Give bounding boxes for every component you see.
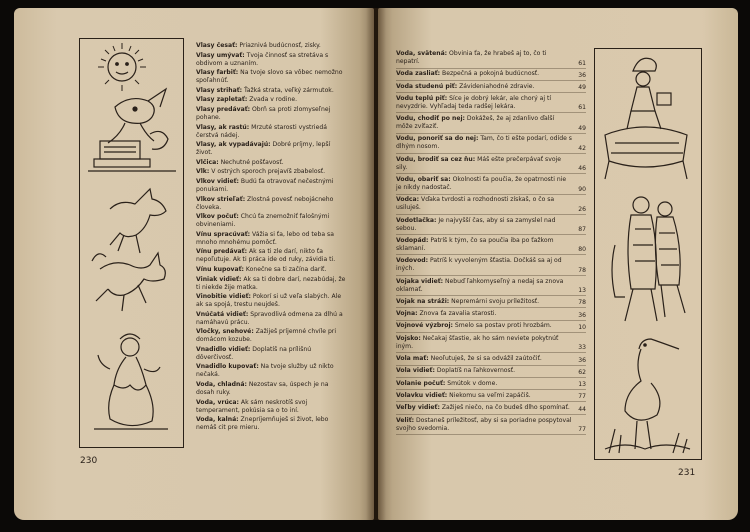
dream-entry bbox=[196, 213, 361, 229]
entry-meaning: Nebuď ľahkomyseľný a nedaj sa znova oklamať. bbox=[396, 277, 564, 293]
entry-meaning: Tam, čo ti ešte podarí, odíde s dlhým nosom. bbox=[396, 135, 572, 151]
entry-meaning: Tvoja činnosť sa stretáva s obdivom a uznaním. bbox=[196, 51, 329, 67]
entry-number: 26 bbox=[578, 205, 586, 213]
dream-entry bbox=[396, 83, 586, 94]
dream-entry bbox=[196, 42, 361, 50]
entry-headword: Volanie počuť: bbox=[396, 379, 446, 387]
entry-meaning: Znepríjemňuješ si život, lebo nemáš cit pre mieru. bbox=[196, 416, 329, 432]
entry-headword: Vojaka vidieť: bbox=[396, 277, 444, 285]
entry-meaning: Síce je dobrý lekár, ale chorý aj tí nevyzdrie. Vyhľadaj teda radšej lekára. bbox=[396, 94, 552, 110]
entry-number: 33 bbox=[578, 344, 586, 352]
dream-entry bbox=[196, 69, 361, 85]
entry-headword: Vola mať: bbox=[396, 355, 429, 363]
entry-meaning: Chcú ťa znemožniť falošnými obvineniami. bbox=[196, 213, 330, 229]
left-page bbox=[14, 8, 374, 520]
sun-illustration bbox=[98, 43, 146, 91]
entry-meaning: Priaznivá budúcnosť, zisky. bbox=[237, 42, 321, 49]
entry-headword: Vlasy umývať: bbox=[196, 51, 245, 59]
entry-meaning: Mrzuté starosti vystriedá čerstvá nádej. bbox=[196, 123, 327, 139]
entry-headword: Vodu, brodiť sa cez ňu: bbox=[396, 155, 476, 163]
dream-entry bbox=[396, 115, 586, 134]
clown-at-typewriter-illustration bbox=[88, 89, 176, 171]
entry-meaning: Konečne sa ti začína dariť. bbox=[243, 265, 327, 273]
dream-entry bbox=[196, 381, 361, 397]
entry-headword: Vlasy, ak rastú: bbox=[196, 123, 250, 131]
entry-meaning: Dostaneš príležitosť, aby si sa poriadne pospytoval svojho svedomia. bbox=[396, 416, 572, 432]
left-entry-list bbox=[196, 42, 361, 434]
dream-entry bbox=[196, 196, 361, 212]
entry-meaning: Znova ťa zavalia starosti. bbox=[417, 310, 497, 318]
dream-entry bbox=[196, 106, 361, 122]
entry-headword: Veliť: bbox=[396, 416, 415, 424]
dream-entry bbox=[196, 52, 361, 68]
entry-headword: Vlkov vidieť: bbox=[196, 177, 239, 185]
dream-entry bbox=[196, 124, 361, 140]
entry-meaning: Ak sám neskrotíš svoj temperament, pokúsia sa o to iní. bbox=[196, 398, 308, 414]
right-page-number: 231 bbox=[678, 468, 696, 478]
entry-number: 78 bbox=[578, 266, 586, 274]
entry-headword: Vlasy zapletať: bbox=[196, 96, 248, 104]
entry-headword: Vlasy predávať: bbox=[196, 105, 251, 113]
entry-meaning: Máš ešte prečerpávať svoje sily. bbox=[396, 155, 561, 171]
entry-headword: Vlkov počuť: bbox=[196, 213, 239, 221]
entry-headword: Vlasy farbiť: bbox=[196, 69, 239, 77]
entry-meaning: Vďaka tvrdosti a rozhodnosti získaš, o čo sa usiluješ. bbox=[396, 196, 555, 212]
dream-entry bbox=[196, 231, 361, 247]
right-page bbox=[378, 8, 738, 520]
entry-headword: Vodopád: bbox=[396, 236, 429, 244]
entry-number: 42 bbox=[578, 144, 586, 152]
entry-meaning: Niekomu sa veľmi zapáčiš. bbox=[447, 391, 531, 399]
entry-headword: Voda, svätená: bbox=[396, 50, 448, 57]
entry-number: 36 bbox=[578, 356, 586, 364]
entry-number: 78 bbox=[578, 299, 586, 307]
dream-entry bbox=[396, 278, 586, 297]
entry-number: 62 bbox=[578, 368, 586, 376]
dream-entry bbox=[196, 96, 361, 104]
dream-entry bbox=[396, 95, 586, 114]
entry-meaning: Ťažká strata, veľký zármutok. bbox=[242, 86, 334, 94]
dream-entry bbox=[396, 298, 586, 309]
entry-headword: Vínu predávať: bbox=[196, 248, 248, 256]
dream-entry bbox=[396, 217, 586, 236]
dream-entry bbox=[196, 399, 361, 415]
entry-headword: Vodu, obariť sa: bbox=[396, 176, 451, 184]
left-illustration-frame bbox=[79, 38, 184, 448]
entry-headword: Vnadidlo vidieť: bbox=[196, 345, 251, 353]
entry-meaning: Budú ťa otravovať nečestnými ponukami. bbox=[196, 177, 334, 193]
entry-headword: Vodu, chodiť po nej: bbox=[396, 115, 465, 123]
entry-meaning: Spravodlivá odmena za dlhú a namáhavú prácu. bbox=[196, 310, 343, 326]
right-entry-list bbox=[396, 50, 586, 437]
entry-meaning: Smútok v dome. bbox=[445, 379, 498, 387]
entry-headword: Vojsko: bbox=[396, 334, 421, 342]
entry-meaning: Je najvyšší čas, aby si sa zamyslel nad sebou. bbox=[396, 216, 556, 232]
entry-number: 13 bbox=[578, 381, 586, 389]
entry-headword: Vodovod: bbox=[396, 257, 429, 265]
dream-entry bbox=[396, 237, 586, 256]
entry-headword: Vínu spracúvať: bbox=[196, 230, 251, 238]
entry-meaning: Obvinia ťa, že hrabeš aj to, čo ti nepatrí. bbox=[396, 50, 547, 65]
entry-meaning: Patríš k vyvoleným šťastia. Dočkáš sa aj od iných. bbox=[396, 257, 562, 273]
dream-entry bbox=[396, 50, 586, 69]
dream-entry bbox=[196, 276, 361, 292]
entry-headword: Vnúčatá vidieť: bbox=[196, 310, 249, 318]
entry-headword: Vojna: bbox=[396, 310, 418, 318]
entry-headword: Vojnové výzbroj: bbox=[396, 322, 453, 330]
wolves-illustration bbox=[92, 189, 166, 311]
entry-meaning: Na tvoje služby už nikto nečaká. bbox=[196, 363, 334, 379]
dream-entry bbox=[196, 266, 361, 274]
entry-headword: Voda zasliať: bbox=[396, 70, 441, 78]
dream-entry bbox=[396, 196, 586, 215]
entry-meaning: Zažiješ príjemné chvíle pri domácom kozube. bbox=[196, 328, 337, 344]
dream-entry bbox=[396, 335, 586, 354]
entry-meaning: Dokážeš, že aj zdanlivo ďalší môže zvíťaziť. bbox=[396, 115, 555, 131]
entry-meaning: Obrň sa proti zlomyseľnej pohane. bbox=[196, 105, 331, 121]
entry-number: 77 bbox=[578, 393, 586, 401]
entry-meaning: Zvada v rodine. bbox=[247, 96, 298, 104]
entry-meaning: Smelo sa postav proti hrozbám. bbox=[452, 322, 552, 330]
entry-headword: Vlčica: bbox=[196, 158, 219, 166]
entry-number: 77 bbox=[578, 426, 586, 434]
entry-meaning: Ak sa ti zle darí, nikto ťa nepoľutuje. Ak ti práca ide od ruky, závidia ti. bbox=[196, 248, 336, 264]
dream-entry bbox=[396, 392, 586, 403]
entry-number: 46 bbox=[578, 165, 586, 173]
entry-headword: Vojak na stráži: bbox=[396, 297, 450, 305]
entry-number: 13 bbox=[578, 287, 586, 295]
entry-headword: Vlkov strieľať: bbox=[196, 195, 246, 203]
dream-entry bbox=[196, 416, 361, 432]
entry-number: 36 bbox=[578, 71, 586, 79]
dream-entry bbox=[396, 380, 586, 391]
entry-meaning: Nechutné pošťavosť. bbox=[218, 158, 284, 166]
dream-entry bbox=[396, 156, 586, 175]
woman-by-window-illustration bbox=[94, 334, 168, 429]
entry-number: 87 bbox=[578, 226, 586, 234]
entry-meaning: Neoľutuješ, že si sa odvážil zaútočiť. bbox=[428, 355, 542, 363]
entry-number: 44 bbox=[578, 405, 586, 413]
dream-entry bbox=[396, 135, 586, 154]
entry-meaning: V ostrých sporoch prejavíš zbabelosť. bbox=[209, 168, 326, 176]
entry-number: 61 bbox=[578, 59, 586, 67]
cook-with-kettle-illustration bbox=[605, 58, 687, 179]
dream-entry bbox=[396, 404, 586, 415]
left-illustrations bbox=[80, 39, 182, 446]
entry-number: 80 bbox=[578, 246, 586, 254]
entry-headword: Volavku vidieť: bbox=[396, 391, 448, 399]
entry-meaning: Doplatíš na ľahkovernosť. bbox=[434, 367, 516, 375]
dream-entry bbox=[196, 293, 361, 309]
entry-headword: Vodca: bbox=[396, 196, 420, 204]
dream-entry bbox=[396, 70, 586, 81]
entry-meaning: Zažiješ niečo, na čo budeš dlho spomínať. bbox=[439, 404, 570, 412]
entry-headword: Vola vidieť: bbox=[396, 367, 435, 375]
dream-entry bbox=[396, 367, 586, 378]
dream-entry bbox=[196, 168, 361, 176]
entry-headword: Vločky, snehové: bbox=[196, 328, 254, 336]
dream-entry bbox=[396, 355, 586, 366]
dream-entry bbox=[196, 311, 361, 327]
dream-entry bbox=[196, 87, 361, 95]
entry-number: 36 bbox=[578, 311, 586, 319]
entry-meaning: Závideniahodné zdravie. bbox=[457, 82, 535, 90]
entry-meaning: Vážia si ťa, lebo od teba sa mnoho mnohému pomôcť. bbox=[196, 230, 334, 246]
entry-headword: Viniak vidieť: bbox=[196, 275, 242, 283]
entry-headword: Voda studenú piť: bbox=[396, 82, 458, 90]
entry-headword: Vodu teplú piť: bbox=[396, 94, 448, 102]
dream-entry bbox=[396, 322, 586, 333]
dream-entry bbox=[396, 417, 586, 436]
entry-headword: Vlasy česať: bbox=[196, 42, 238, 49]
entry-number: 49 bbox=[578, 124, 586, 132]
entry-meaning: Na tvoje slovo sa vôbec nemožno spoľahnúť. bbox=[196, 69, 343, 85]
entry-headword: Voda, vrúca: bbox=[196, 398, 239, 406]
entry-headword: Vodotlačka: bbox=[396, 216, 437, 224]
left-page-number: 230 bbox=[80, 456, 98, 466]
entry-meaning: Doplatíš na prílišnú dôverčivosť. bbox=[196, 345, 312, 361]
entry-headword: Veľby vidieť: bbox=[396, 404, 440, 412]
right-illustrations bbox=[595, 49, 700, 458]
entry-meaning: Nečakaj šťastie, ak ho sám neviete pokytnúť iným. bbox=[396, 334, 559, 350]
dream-entry bbox=[396, 176, 586, 195]
dream-entry bbox=[396, 257, 586, 276]
dream-entry bbox=[196, 346, 361, 362]
entry-headword: Vinobitie vidieť: bbox=[196, 293, 251, 301]
entry-meaning: Zlostná povesť nebojácneho človeka. bbox=[196, 195, 334, 211]
soldiers-marching-illustration bbox=[612, 197, 685, 321]
entry-meaning: Dobré príjmy, lepší život. bbox=[196, 141, 331, 157]
dream-entry bbox=[396, 310, 586, 321]
entry-meaning: Bezpečná a pokojná budúcnosť. bbox=[440, 70, 540, 78]
dream-entry bbox=[196, 248, 361, 264]
entry-headword: Vodu, ponoriť sa do nej: bbox=[396, 135, 479, 143]
entry-meaning: Nepremárni svoju príležitosť. bbox=[449, 297, 540, 305]
right-illustration-frame bbox=[594, 48, 702, 460]
entry-meaning: Pokorí si už veľa slabých. Ale ak sa spojá, trestu neujdeš. bbox=[196, 293, 342, 309]
entry-headword: Voda, kalná: bbox=[196, 416, 239, 424]
entry-number: 90 bbox=[578, 185, 586, 193]
entry-number: 49 bbox=[578, 84, 586, 92]
entry-headword: Vnadidlo kupovať: bbox=[196, 363, 259, 371]
entry-headword: Voda, chladná: bbox=[196, 381, 247, 389]
dream-entry bbox=[196, 328, 361, 344]
dream-entry bbox=[196, 159, 361, 167]
dream-entry bbox=[196, 363, 361, 379]
entry-headword: Vlk: bbox=[196, 168, 210, 176]
entry-headword: Vlasy, ak vypadávajú: bbox=[196, 141, 271, 149]
dream-entry bbox=[196, 178, 361, 194]
entry-meaning: Nezostav sa, úspech je na dosah ruky. bbox=[196, 381, 329, 397]
heron-illustration bbox=[605, 339, 690, 453]
entry-headword: Vínu kupovať: bbox=[196, 265, 244, 273]
entry-meaning: Ak sa ti dobre darí, nezabúdaj, že ti niekde žije matka. bbox=[196, 275, 346, 291]
dream-entry bbox=[196, 141, 361, 157]
entry-number: 10 bbox=[578, 323, 586, 331]
entry-headword: Vlasy strihať: bbox=[196, 86, 243, 94]
entry-meaning: Okolnosti ťa poučia, že opatrnosti nie je nikdy nadostač. bbox=[396, 176, 567, 192]
entry-number: 61 bbox=[578, 104, 586, 112]
entry-meaning: Patríš k tým, čo sa poučia iba po ťažkom sklamaní. bbox=[396, 236, 554, 252]
